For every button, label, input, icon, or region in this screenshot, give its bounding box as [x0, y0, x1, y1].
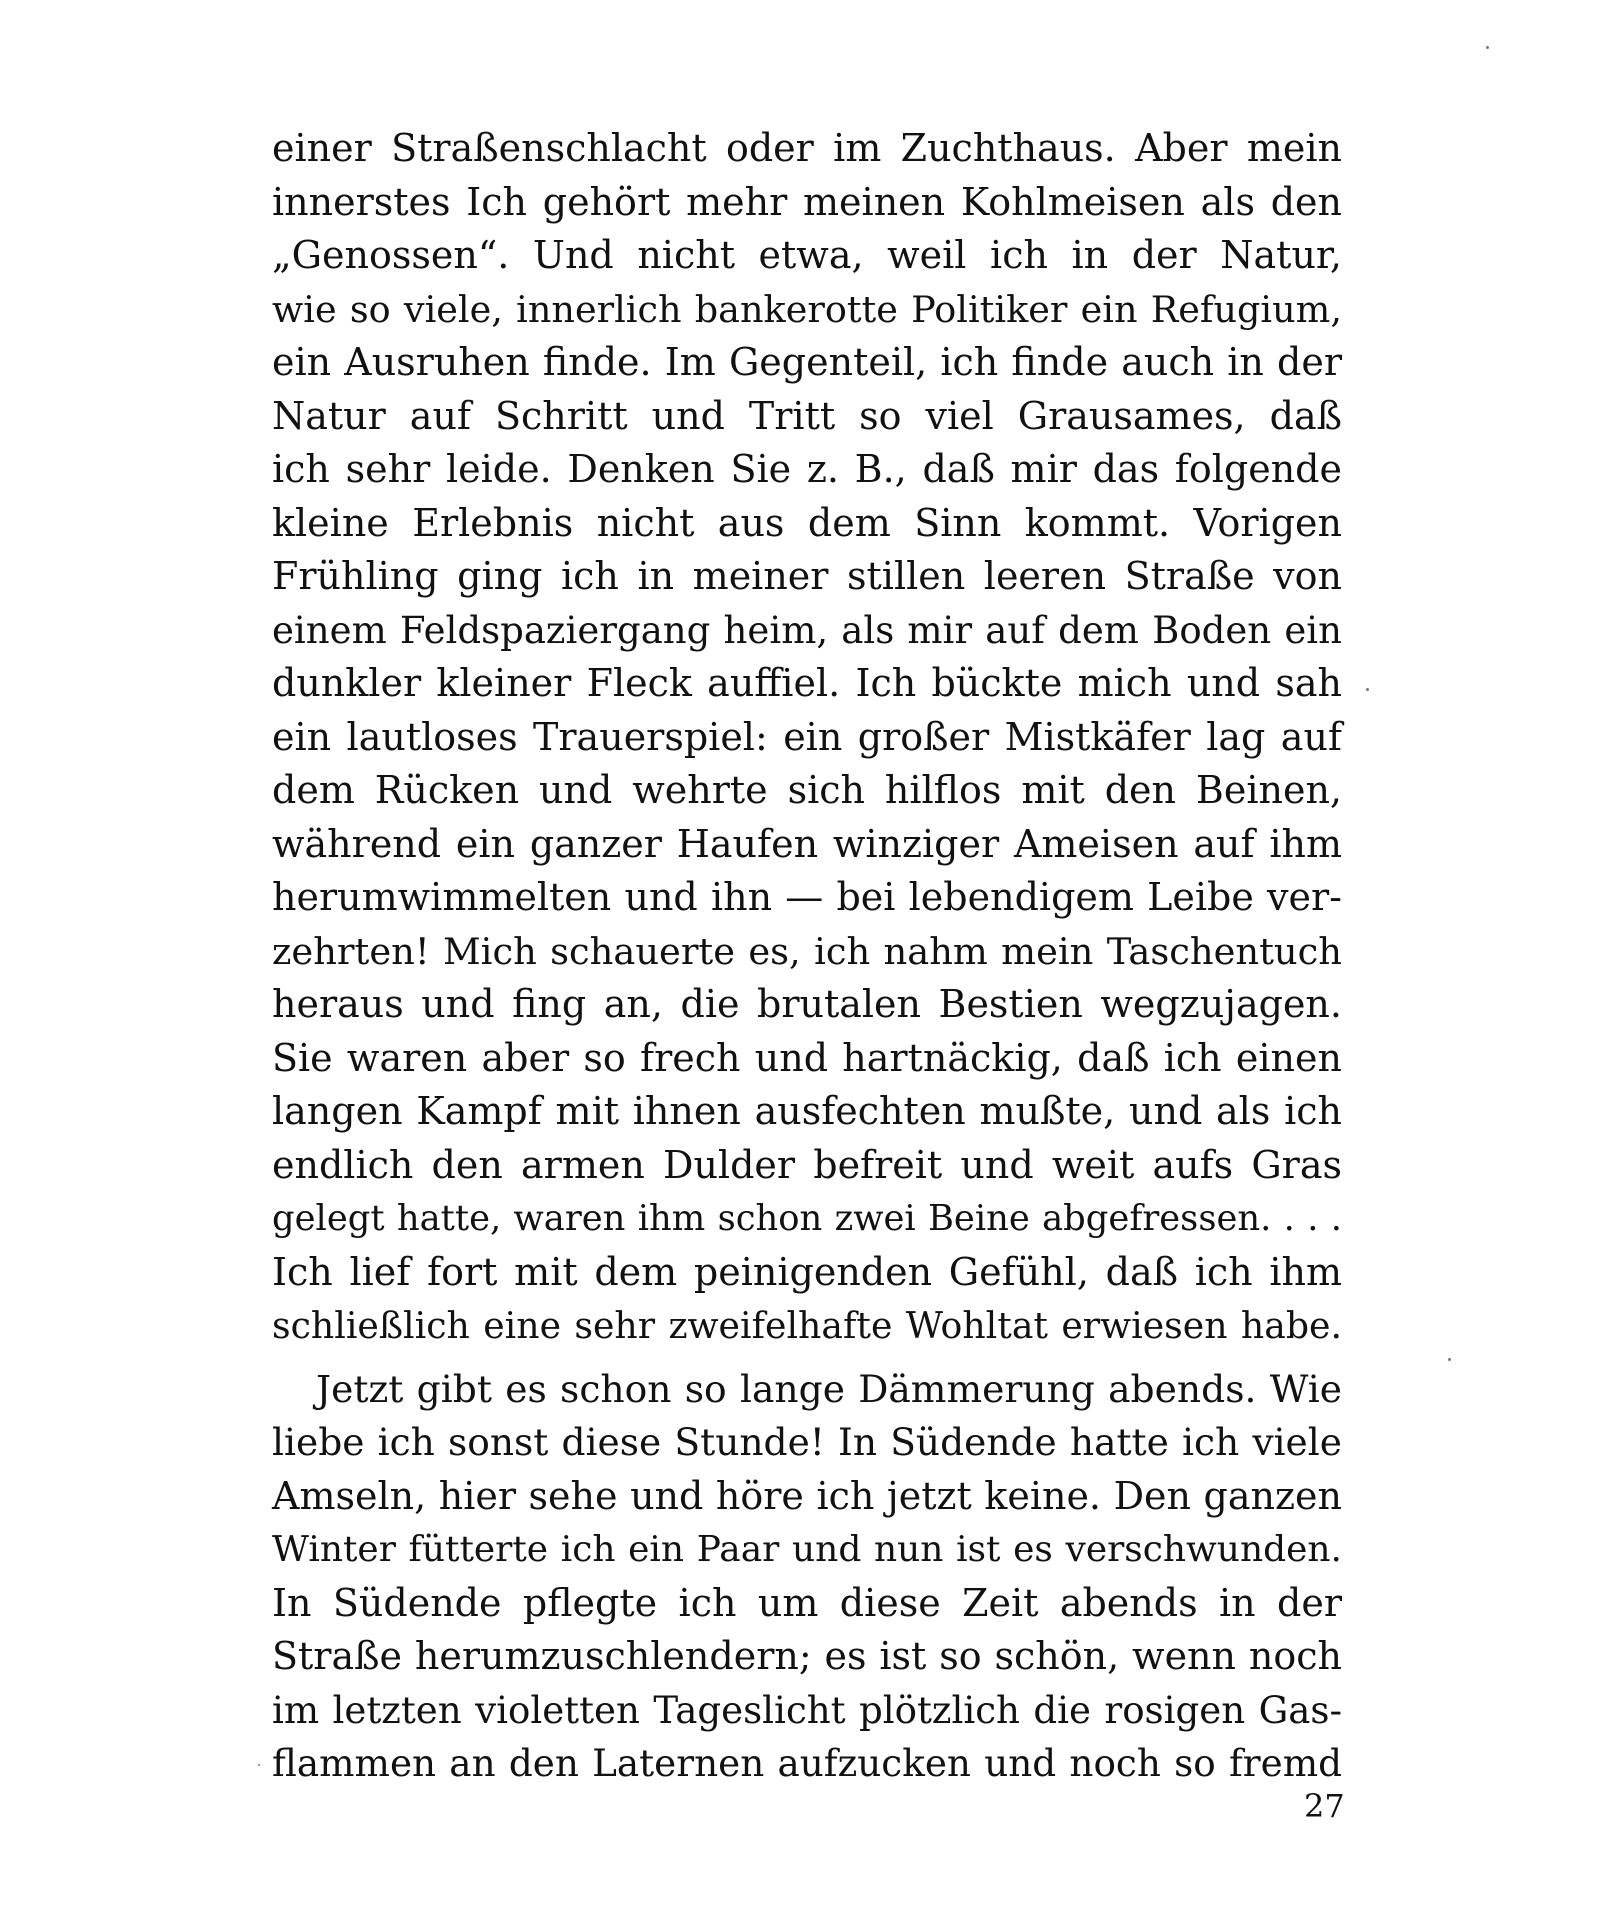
paragraph [272, 122, 1342, 1353]
text-line: herumwimmelten und ihn — bei lebendigem Leibe ver- [272, 875, 1342, 919]
text-line: dem Rücken und wehrte sich hilflos mit den Beinen, [272, 768, 1342, 812]
text-line: Winter fütterte ich ein Paar und nun ist es verschwunden. [272, 1529, 1342, 1570]
text-line: innerstes Ich gehört mehr meinen Kohlmeisen als den [272, 179, 1342, 224]
text-line: ein Ausruhen finde. Im Gegenteil, ich finde auch in der [272, 340, 1342, 384]
text-line: dunkler kleiner Fleck auffiel. Ich bückte mich und sah [272, 661, 1342, 705]
text-line: während ein ganzer Haufen winziger Ameisen auf ihm [272, 821, 1342, 866]
text-line: endlich den armen Dulder befreit und weit aufs Gras [272, 1142, 1342, 1187]
text-line: gelegt hatte, waren ihm schon zwei Beine abgefressen. . . . [272, 1198, 1342, 1239]
scan-speck [1366, 688, 1369, 691]
text-line: flammen an den Laternen aufzucken und noch so fremd [272, 1741, 1342, 1785]
scan-speck [1448, 1358, 1451, 1361]
text-line: Sie waren aber so frech und hartnäckig, daß ich einen [272, 1035, 1342, 1080]
text-line: ich sehr leide. Denken Sie z. B., daß mir das folgende [272, 447, 1342, 491]
text-line: langen Kampf mit ihnen ausfechten mußte, und als ich [272, 1089, 1342, 1133]
text-line: In Südende pflegte ich um diese Zeit abends in der [272, 1580, 1342, 1625]
text-line: „Genossen“. Und nicht etwa, weil ich in der Natur, [272, 233, 1342, 277]
page-number: 27 [1304, 1787, 1345, 1825]
text-line: Frühling ging ich in meiner stillen leeren Straße von [272, 554, 1342, 598]
text-line: einem Feldspaziergang heim, als mir auf dem Boden ein [272, 608, 1342, 652]
text-line: Ich lief fort mit dem peinigenden Gefühl, daß ich ihm [272, 1249, 1342, 1294]
text-line: schließlich eine sehr zweifelhafte Wohltat erwiesen habe. [272, 1304, 1342, 1347]
text-line: Straße herumzuschlendern; es ist so schön, wenn noch [272, 1634, 1342, 1678]
text-line: Amseln, hier sehe und höre ich jetzt keine. Den ganzen [272, 1473, 1342, 1518]
text-line: liebe ich sonst diese Stunde! In Südende hatte ich viele [272, 1420, 1342, 1464]
text-line: Natur auf Schritt und Tritt so viel Grausames, daß [272, 393, 1342, 438]
scan-speck [258, 1764, 260, 1766]
text-line: Jetzt gibt es schon so lange Dämmerung abends. Wie [316, 1366, 1342, 1411]
scan-speck [1486, 46, 1489, 49]
paragraph [272, 1363, 1342, 1791]
text-line: kleine Erlebnis nicht aus dem Sinn kommt. Vorigen [272, 500, 1342, 545]
text-line: ein lautloses Trauerspiel: ein großer Mistkäfer lag auf [272, 714, 1342, 759]
text-line: im letzten violetten Tageslicht plötzlich die rosigen Gas- [272, 1688, 1342, 1732]
paragraph-gap [272, 1353, 1342, 1363]
text-line: einer Straßenschlacht oder im Zuchthaus. Aber mein [272, 126, 1342, 170]
text-line: heraus und fing an, die brutalen Bestien wegzujagen. [272, 982, 1342, 1026]
text-line: wie so viele, innerlich bankerotte Politiker ein Refugium, [272, 287, 1342, 331]
body-text [272, 122, 1342, 1791]
text-line: zehrten! Mich schauerte es, ich nahm mein Taschentuch [272, 929, 1342, 973]
